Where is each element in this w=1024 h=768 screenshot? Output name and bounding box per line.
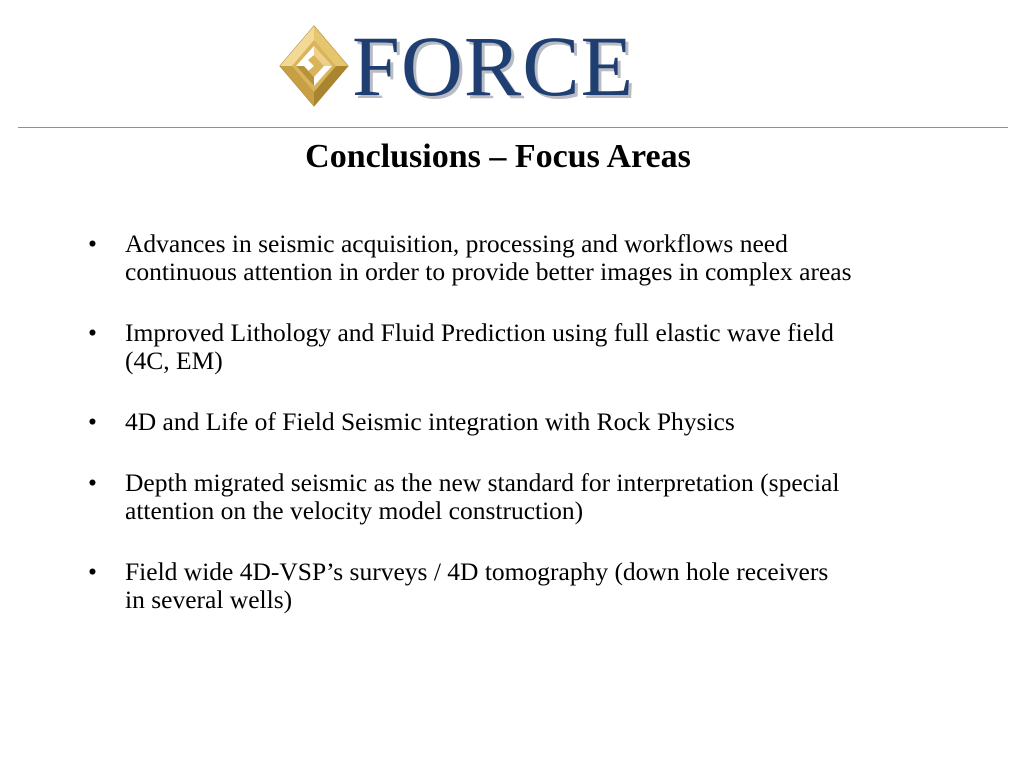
list-item [88, 469, 968, 525]
slide-title: Conclusions – Focus Areas [305, 138, 691, 175]
bullet-icon: • [88, 468, 97, 497]
bullet-text-line: Advances in seismic acquisition, processing and workflows need [125, 229, 788, 258]
bullet-list [88, 230, 968, 647]
bullet-text-line: Depth migrated seismic as the new standard for interpretation (special [125, 468, 840, 497]
bullet-icon: • [88, 557, 97, 586]
bullet-text-line: Improved Lithology and Fluid Prediction using full elastic wave field [125, 318, 834, 347]
bullet-text-line: in several wells) [125, 585, 293, 614]
bullet-text-line: 4D and Life of Field Seismic integration with Rock Physics [125, 407, 735, 436]
bullet-text-line: Field wide 4D-VSP’s surveys / 4D tomography (down hole receivers [125, 557, 829, 586]
bullet-text-line: (4C, EM) [125, 346, 223, 375]
list-item [88, 230, 968, 286]
bullet-text-line: attention on the velocity model construction) [125, 496, 584, 525]
logo-text: FORCE [352, 18, 635, 114]
bullet-text-line: continuous attention in order to provide better images in complex areas [125, 257, 852, 286]
bullet-icon: • [88, 318, 97, 347]
bullet-icon: • [88, 407, 97, 436]
bullet-icon: • [88, 229, 97, 258]
force-logo [278, 20, 634, 112]
list-item [88, 319, 968, 375]
diamond-logo-icon [278, 24, 350, 108]
list-item [88, 558, 968, 614]
list-item [88, 408, 968, 436]
header-divider [18, 127, 1008, 128]
